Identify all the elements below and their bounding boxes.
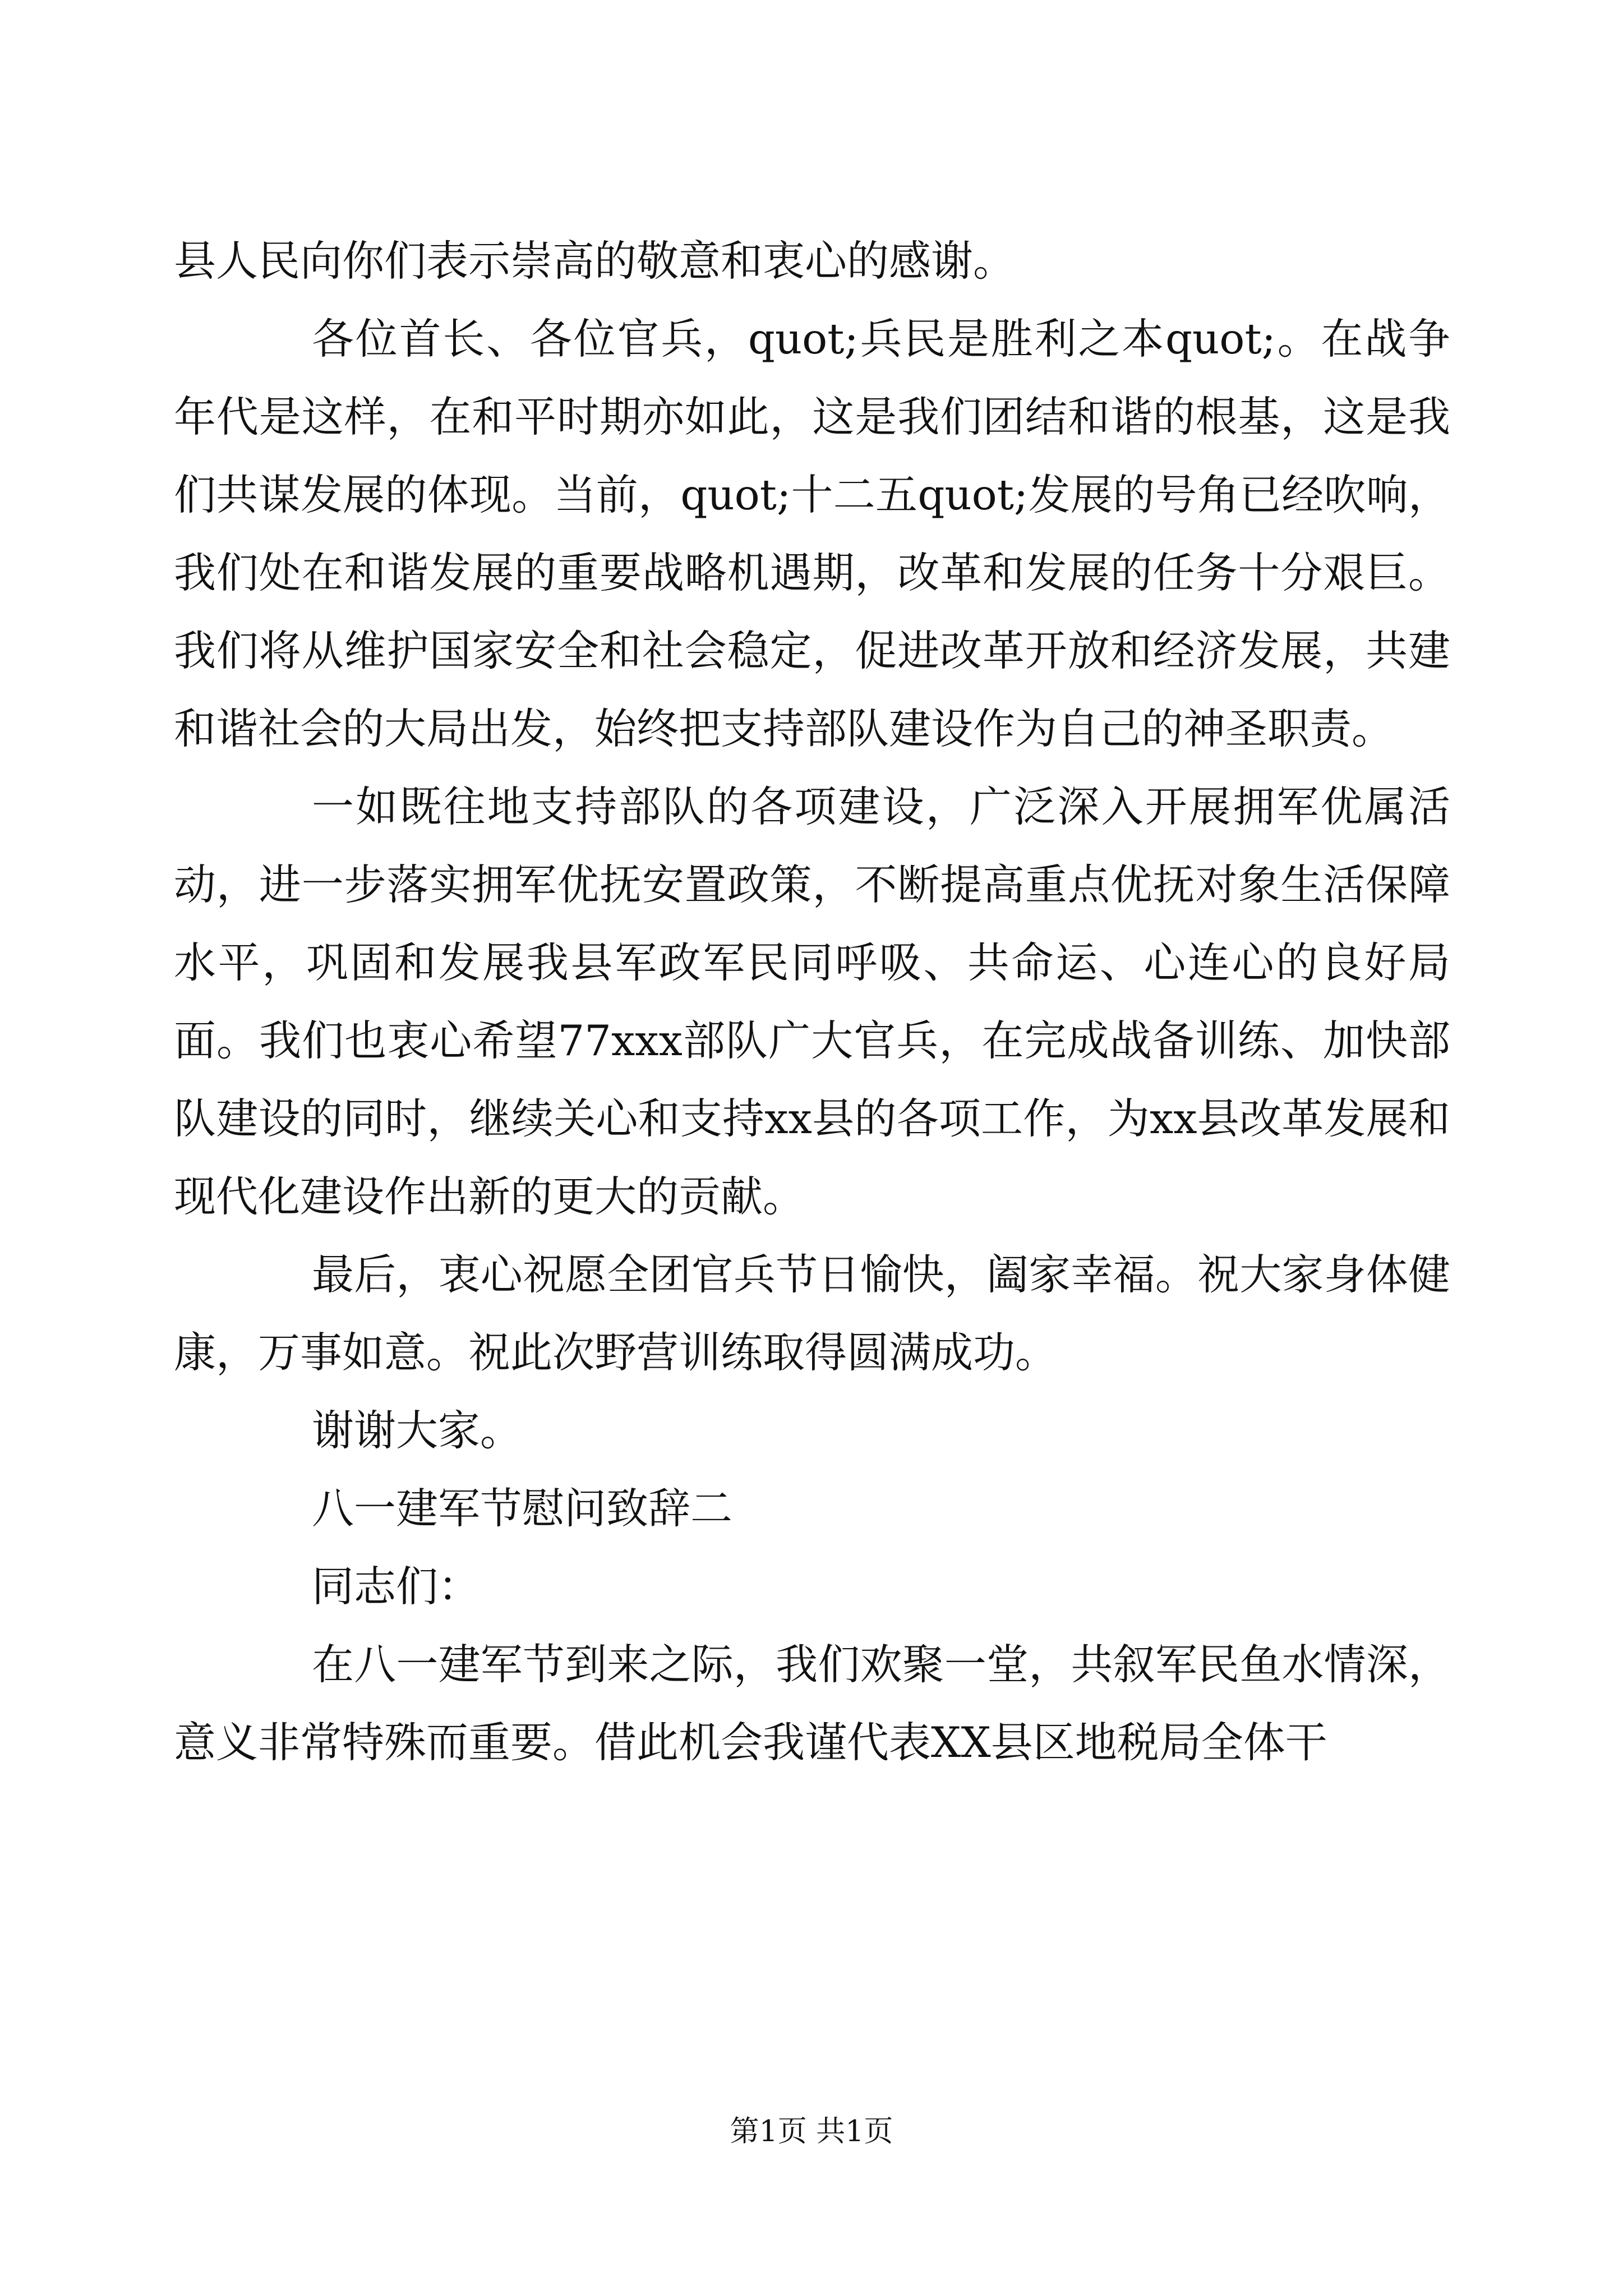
section-heading: 八一建军节慰问致辞二 [312,1484,733,1533]
paragraph-2: 各位首长、各位官兵，quot;兵民是胜利之本quot;。在战争年代是这样，在和平时期亦如此，这是我们团结和谐的根基，这是我们共谋发展的体现。当前，quot;十二五quot;发展的号角已经吹响，我们处在和谐发展的重要战略机遇期，改革和发展的任务十分艰巨。我们将从维护国家安全和社会稳定，促进改革开放和经济发展，共建和谐社会的大局出发，始终把支持部队建设作为自己的神圣职责。 [174,314,1450,753]
paragraph-5: 谢谢大家。 [312,1406,523,1455]
paragraph-3: 一如既往地支持部队的各项建设，广泛深入开展拥军优属活动，进一步落实拥军优抚安置政策，不断提高重点优抚对象生活保障水平，巩固和发展我县军政军民同呼吸、共命运、心连心的良好局面。我们也衷心希望77xxx部队广大官兵，在完成战备训练、加快部队建设的同时，继续关心和支持xx县的各项工作，为xx县改革发展和现代化建设作出新的更大的贡献。 [174,782,1450,1221]
paragraph-1: 县人民向你们表示崇高的敬意和衷心的感谢。 [174,236,1016,286]
document-body [174,222,1450,1782]
paragraph-4: 最后，衷心祝愿全团官兵节日愉快，阖家幸福。祝大家身体健康，万事如意。祝此次野营训练取得圆满成功。 [174,1250,1450,1377]
page-footer: 第1页 共1页 [730,2115,893,2148]
paragraph-8: 在八一建军节到来之际，我们欢聚一堂，共叙军民鱼水情深，意义非常特殊而重要。借此机会我谨代表XX县区地税局全体干 [174,1640,1450,1767]
salutation: 同志们： [312,1562,481,1611]
